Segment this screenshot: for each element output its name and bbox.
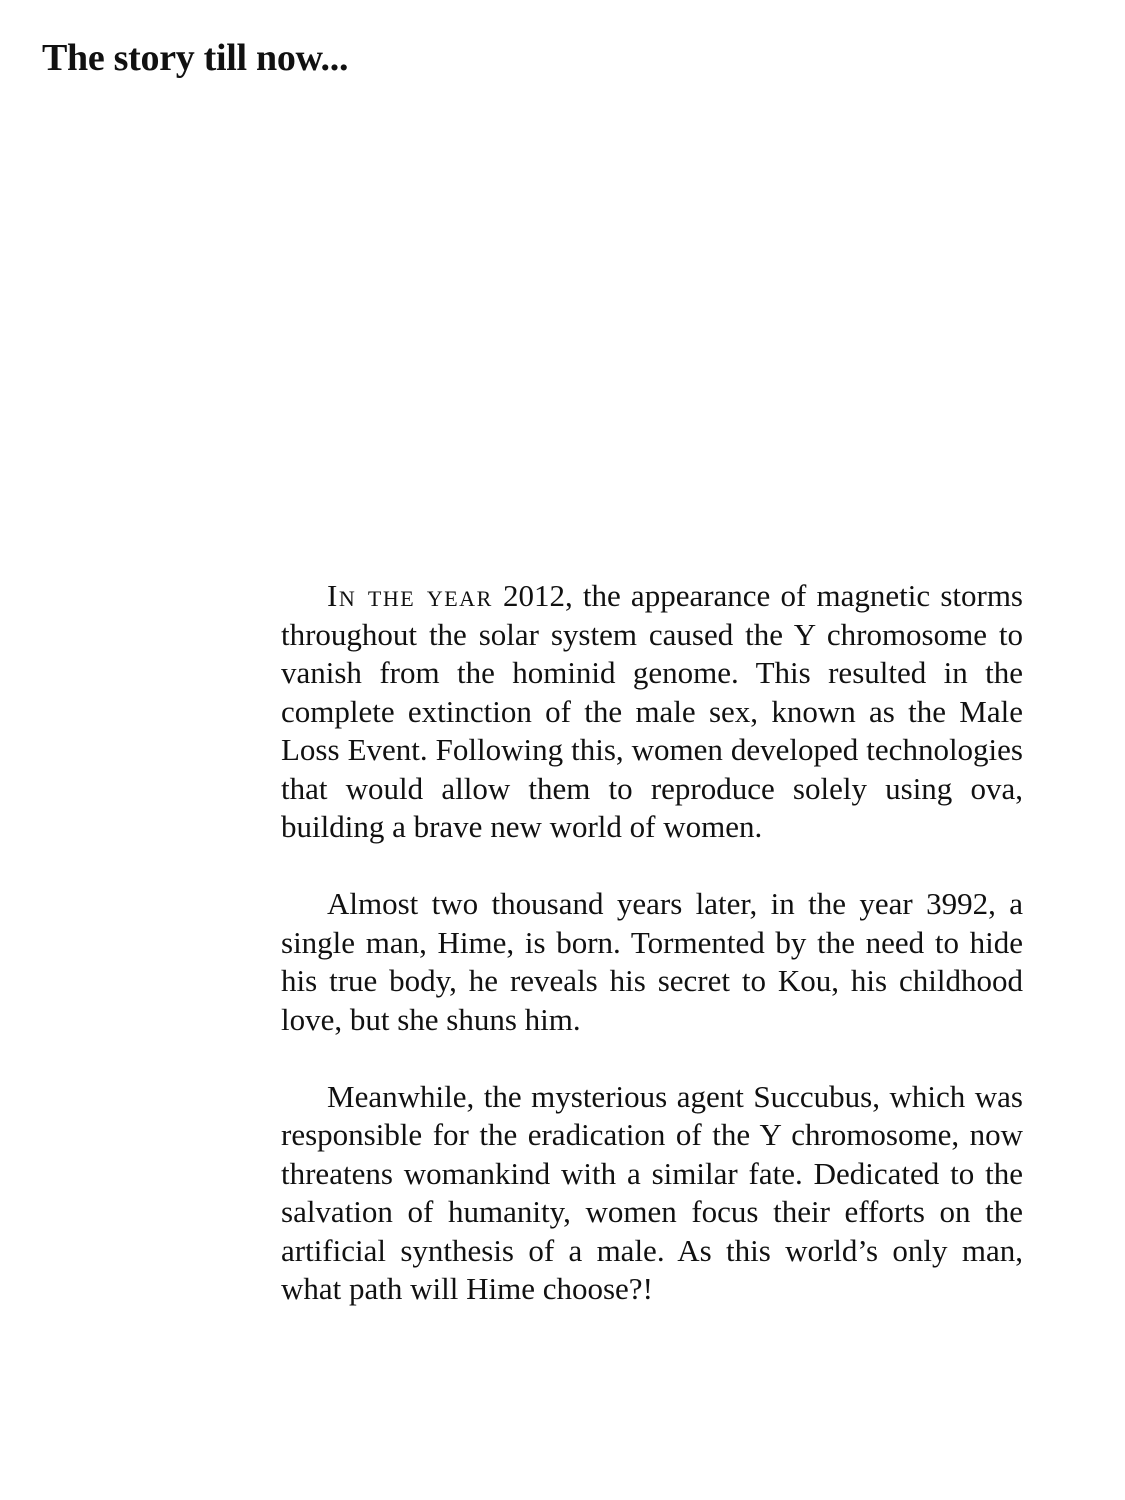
page-title: The story till now... — [42, 37, 349, 79]
paragraph-1-lead: In the year — [327, 578, 493, 613]
paragraph-2: Almost two thousand years later, in the year 3992, a single man, Hime, is born. Tormented by the need to hide his true body, he reveals his secret to Kou, his childhood love, but she shuns him. — [281, 886, 1023, 1037]
paragraph-1 — [281, 577, 1023, 847]
paragraph-1-text: 2012, the appearance of magnetic storms throughout the solar system caused the Y chromosome to vanish from the hominid genome. This resulted in the complete extinction of the male sex, known as the Male Loss Event. Following this, women developed technologies that would allow them to reproduce solely using ova, building a brave new world of women. — [281, 578, 1023, 844]
story-summary — [281, 577, 1023, 1347]
paragraph-3: Meanwhile, the mysterious agent Succubus, which was responsible for the eradication of the Y chromosome, now threatens womankind with a similar fate. Dedicated to the salvation of humanity, women focus their efforts on the artificial synthesis of a male. As this world’s only man, what path will Hime choose?! — [281, 1078, 1023, 1306]
